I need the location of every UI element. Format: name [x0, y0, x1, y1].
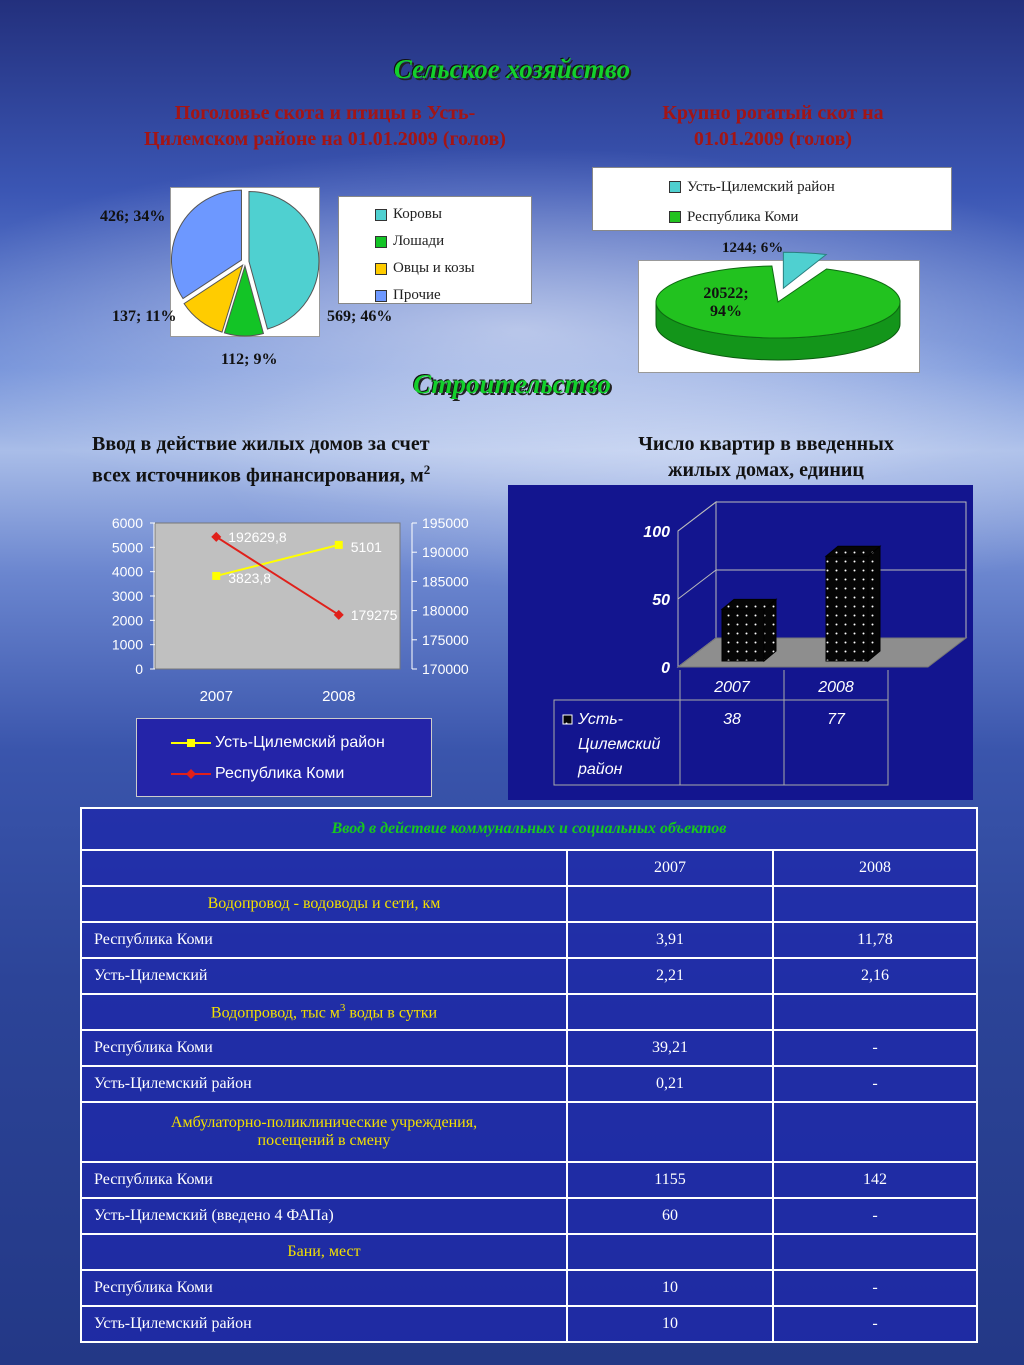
legend-line-red	[171, 768, 211, 780]
section-title-agriculture: Сельское хозяйство	[393, 54, 631, 84]
table-cell-name: Республика Коми	[81, 1030, 567, 1066]
table-title-row	[81, 808, 977, 850]
bar-front	[826, 556, 868, 661]
legend-item-sheep	[375, 255, 531, 282]
chart1-pie	[165, 182, 325, 342]
legend-swatch-other	[375, 290, 387, 302]
table-cell-2007: 3,91	[567, 922, 773, 958]
legend-label-ust-tsilma-line: Усть-Цилемский район	[215, 733, 385, 751]
table-row	[81, 1198, 977, 1234]
table-row	[81, 1030, 977, 1066]
table-header-year-2007: 2007	[567, 850, 773, 886]
legend-item-other	[375, 282, 531, 309]
data-label-ust-tsilma: 3823,8	[228, 569, 272, 586]
legend-label-sheep: Овцы и козы	[393, 260, 475, 276]
right-tick-label: 190000	[422, 544, 469, 561]
data-value-label: 38	[723, 711, 741, 728]
data-value-label: 77	[827, 711, 845, 728]
bar-side	[868, 546, 880, 661]
legend-label-other: Прочие	[393, 287, 441, 303]
legend-item-horses	[375, 228, 531, 255]
bar-front	[722, 609, 764, 661]
table-cell-2008: -	[773, 1066, 977, 1102]
floor	[678, 638, 966, 667]
table-empty-cell	[567, 994, 773, 1030]
category-text: Бани, мест	[287, 1243, 361, 1260]
point-ust-tsilma	[335, 541, 343, 549]
category-text: Амбулаторно-поликлинические учреждения,	[170, 1114, 478, 1131]
table-category-row	[81, 1234, 977, 1270]
pie2-label-big-value: 20522;	[703, 285, 749, 302]
chart1-title-line1: Поголовье скота и птицы в Усть-	[174, 102, 476, 124]
table-row	[81, 1066, 977, 1102]
chart2-title-line2: 01.01.2009 (голов)	[693, 128, 853, 150]
category-text: Водопровод - водоводы и сети, км	[207, 895, 441, 912]
chart3-title-line1: Ввод в действие жилых домов за счет	[92, 433, 430, 455]
table-category-row	[81, 886, 977, 922]
series-name-label: Усть-	[578, 711, 623, 728]
chart2-title-line1: Крупно рогатый скот на	[662, 102, 884, 124]
pie1-label-other: 426; 34%	[100, 208, 166, 225]
left-tick-label: 3000	[111, 588, 143, 604]
bar-side	[764, 599, 776, 661]
series-name-label: район	[578, 761, 623, 778]
table-header-empty	[81, 850, 567, 886]
chart2-legend	[592, 167, 952, 231]
legend-swatch-horses	[375, 236, 387, 248]
table-cell-2007: 2,21	[567, 958, 773, 994]
table-cell-2008: -	[773, 1198, 977, 1234]
legend-item-komi	[669, 202, 951, 232]
y-tick-label: 50	[652, 592, 670, 609]
pie1-label-sheep: 137; 11%	[112, 308, 177, 325]
right-tick-label: 175000	[422, 631, 469, 648]
legend-label-ust-tsilma: Усть-Цилемский район	[687, 178, 835, 195]
legend-item-komi-line	[171, 758, 431, 789]
table-cell-name: Республика Коми	[81, 1270, 567, 1306]
category-text: Водопровод, тыс м	[210, 1004, 340, 1022]
chart3-title-sup: 2	[423, 462, 431, 477]
right-tick-label: 170000	[422, 661, 469, 677]
pie-slice-cows	[249, 191, 319, 329]
left-tick-label: 1000	[111, 636, 143, 653]
legend-item-ust-tsilma	[669, 172, 951, 202]
table-row	[81, 1162, 977, 1198]
chart4-title-line1: Число квартир в введенных	[638, 433, 894, 455]
x-tick-label: 2007	[199, 688, 233, 705]
chart2-title	[610, 100, 936, 152]
table-cell-name: Усть-Цилемский район	[81, 1306, 567, 1342]
pie2-label-small: 1244; 6%	[722, 240, 784, 256]
series-swatch	[563, 715, 572, 724]
pie2-label-big-percent: 94%	[710, 303, 742, 320]
chart1-title-line2: Цилемском районе на 01.01.2009 (голов)	[144, 128, 506, 150]
series-name-label: Цилемский	[578, 736, 661, 753]
legend-swatch-sheep	[375, 263, 387, 275]
table-header-year-2008: 2008	[773, 850, 977, 886]
table-cell-name: Республика Коми	[81, 1162, 567, 1198]
legend-label-komi: Республика Коми	[687, 208, 799, 225]
table-cell-name: Усть-Цилемский район	[81, 1066, 567, 1102]
table-cell-2007: 10	[567, 1270, 773, 1306]
table-cell-2008: 11,78	[773, 922, 977, 958]
left-tick-label: 4000	[111, 563, 143, 580]
y-tick-label: 100	[643, 524, 670, 541]
x-tick-label: 2008	[322, 688, 356, 705]
table-cell-2007: 39,21	[567, 1030, 773, 1066]
table-category	[81, 1102, 567, 1162]
table-cell-2008: 2,16	[773, 958, 977, 994]
chart3-title	[92, 431, 492, 489]
pie1-label-cows: 569; 46%	[327, 308, 393, 325]
table-cell-2007: 0,21	[567, 1066, 773, 1102]
social-objects-table	[80, 807, 978, 1343]
legend-label-horses: Лошади	[393, 233, 445, 249]
table-row	[81, 1270, 977, 1306]
table-empty-cell	[773, 994, 977, 1030]
legend-swatch-komi	[669, 211, 681, 223]
data-label-ust-tsilma: 5101	[350, 538, 382, 555]
left-tick-label: 0	[135, 661, 143, 677]
x-tick-label: 2008	[818, 679, 854, 696]
table-category	[81, 994, 567, 1030]
chart1-title	[95, 100, 555, 152]
table-row	[81, 922, 977, 958]
left-tick-label: 2000	[111, 612, 143, 629]
y-tick-label: 0	[661, 660, 670, 677]
table-category	[81, 1234, 567, 1270]
legend-label-komi-line: Республика Коми	[215, 764, 345, 782]
table-empty-cell	[567, 1234, 773, 1270]
category-text-line2: посещений в смену	[257, 1132, 391, 1149]
category-tail: воды в сутки	[345, 1004, 438, 1022]
table-cell-name: Усть-Цилемский	[81, 958, 567, 994]
table-cell-2007: 60	[567, 1198, 773, 1234]
data-label-komi: 192629,8	[228, 528, 287, 545]
legend-item-ust-tsilma-line	[171, 727, 431, 758]
pie1-label-horses: 112; 9%	[221, 351, 278, 368]
table-row	[81, 1306, 977, 1342]
chart3-title-line2	[92, 457, 492, 489]
chart3-title-line2-text: всех источников финансирования, м	[92, 464, 424, 487]
pie2-slice-komi	[656, 266, 900, 338]
data-label-komi: 179275	[350, 606, 398, 623]
legend-item-cows	[375, 201, 531, 228]
chart3-legend	[136, 718, 432, 797]
table-header-row	[81, 850, 977, 886]
right-tick-label: 185000	[422, 573, 469, 590]
table-empty-cell	[773, 1102, 977, 1162]
chart1-legend	[338, 196, 532, 304]
table-empty-cell	[773, 886, 977, 922]
table-cell-name: Республика Коми	[81, 922, 567, 958]
chart2-pie	[640, 240, 920, 370]
table-title: Ввод в действие коммунальных и социальных объектов	[81, 808, 977, 850]
section-title-construction: Строительство	[413, 369, 611, 399]
table-cell-2008: -	[773, 1030, 977, 1066]
chart3-line-chart	[90, 510, 490, 710]
table-empty-cell	[567, 886, 773, 922]
chart4-bar-chart	[508, 485, 973, 800]
table-empty-cell	[567, 1102, 773, 1162]
table-category-row	[81, 1102, 977, 1162]
legend-swatch-cows	[375, 209, 387, 221]
legend-label-cows: Коровы	[393, 206, 442, 222]
table-cell-2008: -	[773, 1270, 977, 1306]
table-row	[81, 958, 977, 994]
right-tick-label: 180000	[422, 602, 469, 619]
right-tick-label: 195000	[422, 515, 469, 531]
chart4-title	[596, 431, 936, 483]
table-category	[81, 886, 567, 922]
chart4-title-line2: жилых домах, единиц	[668, 459, 864, 481]
category-sup: 3	[339, 1001, 346, 1014]
legend-swatch-ust-tsilma	[669, 181, 681, 193]
point-ust-tsilma	[212, 572, 220, 580]
table-cell-name: Усть-Цилемский (введено 4 ФАПа)	[81, 1198, 567, 1234]
legend-line-yellow	[171, 737, 211, 749]
table-cell-2008: 142	[773, 1162, 977, 1198]
table-category-row	[81, 994, 977, 1030]
left-tick-label: 6000	[111, 515, 143, 531]
table-cell-2008: -	[773, 1306, 977, 1342]
pie2-label-big	[698, 285, 754, 321]
table-empty-cell	[773, 1234, 977, 1270]
table-cell-2007: 10	[567, 1306, 773, 1342]
table-cell-2007: 1155	[567, 1162, 773, 1198]
left-tick-label: 5000	[111, 539, 143, 556]
x-tick-label: 2007	[714, 679, 750, 696]
